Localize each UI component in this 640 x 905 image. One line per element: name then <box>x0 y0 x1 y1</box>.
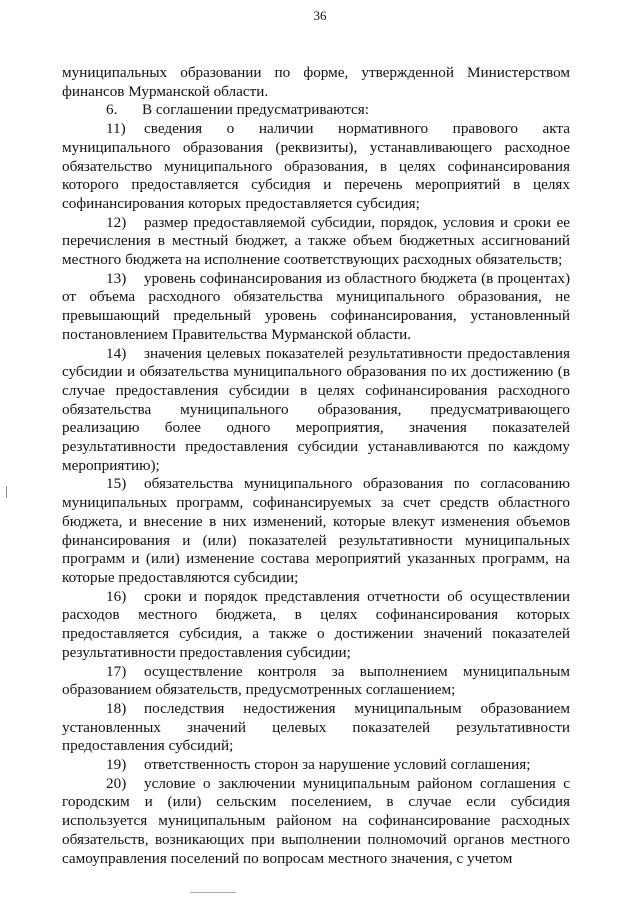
item-number: 15) <box>106 475 127 493</box>
item-text: обязательства муниципального образования по согласованию муниципальных программ, софинансируемых за счет средств областного бюджета, и внесение в них изменений, которые влекут изменения объемов финансирования и (или) показателей результативности муниципальных программ и (или) изменение состава мероприятий указанных программ, на которые предоставляются субсидии; <box>62 475 570 586</box>
list-item <box>62 270 570 345</box>
item-text: размер предоставляемой субсидии, порядок, условия и сроки ее перечисления в местный бюджет, а также объем бюджетных ассигнований местного бюджета на исполнение соответствующих расходных обязательств; <box>62 213 570 269</box>
item-text: уровень софинансирования из областного бюджета (в процентах) от объема расходного обязательства муниципального образования, не превышающий предельный уровень софинансирования, установленный постановлением Правительства Мурманской области. <box>62 269 570 343</box>
item-number: 20) <box>106 774 127 792</box>
list-item <box>62 345 570 476</box>
item-number: 16) <box>106 587 127 605</box>
item-text: сведения о наличии нормативного правового акта муниципального образования (реквизиты), устанавливающего расходное обязательство муниципального образования, в целях софинансирования которого предоставляется субсидия и перечень мероприятий в целях софинансирования которых предоставляется субсидия; <box>62 120 570 212</box>
document-body <box>62 64 570 868</box>
list-item <box>62 663 570 700</box>
item-number: 13) <box>106 269 127 287</box>
list-item <box>62 588 570 663</box>
item-text: сроки и порядок представления отчетности об осуществлении расходов местного бюджета, в целях софинансирования которых предоставляется субсидия, а также о достижении значений показателей результативности предоставления субсидии; <box>62 587 570 661</box>
item-text: значения целевых показателей результативности предоставления субсидии и обязательства муниципального образования по их достижению (в случае предоставления субсидии в целях софинансирования расходного обязательства муниципального образования, предусматривающего реализацию более одного мероприятия, значения показателей результативности предоставления субсидии устанавливаются по каждому мероприятию); <box>62 344 570 474</box>
item-number: 14) <box>106 344 127 362</box>
page-number: 36 <box>313 8 327 23</box>
item-text: осуществление контроля за выполнением муниципальным образованием обязательств, предусмотренных соглашением; <box>62 662 570 699</box>
item-number: 19) <box>106 756 127 774</box>
scan-bottom-mark <box>190 892 236 893</box>
scan-margin-mark <box>6 486 7 498</box>
item-text: условие о заключении муниципальным районом соглашения с городским и (или) сельским поселением, в случае если субсидия используется муниципальным районом на софинансирование расходных обязательств, возникающих при выполнении полномочий органов местного самоуправления поселений по вопросам местного значения, с учетом <box>62 774 570 867</box>
item-number: 12) <box>106 213 127 231</box>
item-number: 17) <box>106 662 127 680</box>
section-6 <box>62 101 570 120</box>
list-item <box>62 214 570 270</box>
section-number: 6. <box>106 101 118 119</box>
section-text: В соглашении предусматриваются: <box>142 101 370 119</box>
list-item <box>62 700 570 756</box>
list-item <box>62 756 570 775</box>
list-item <box>62 120 570 214</box>
list-item <box>62 775 570 869</box>
item-number: 18) <box>106 699 127 717</box>
paragraph-intro: муниципальных образовании по форме, утвержденной Министерством финансов Мурманской области. <box>62 64 570 100</box>
item-number: 11) <box>106 120 126 138</box>
list-item <box>62 475 570 587</box>
item-text: ответственность сторон за нарушение условий соглашения; <box>144 756 531 774</box>
item-text: последствия недостижения муниципальным образованием установленных значений целевых показателей результативности предоставления субсидий; <box>62 699 570 755</box>
